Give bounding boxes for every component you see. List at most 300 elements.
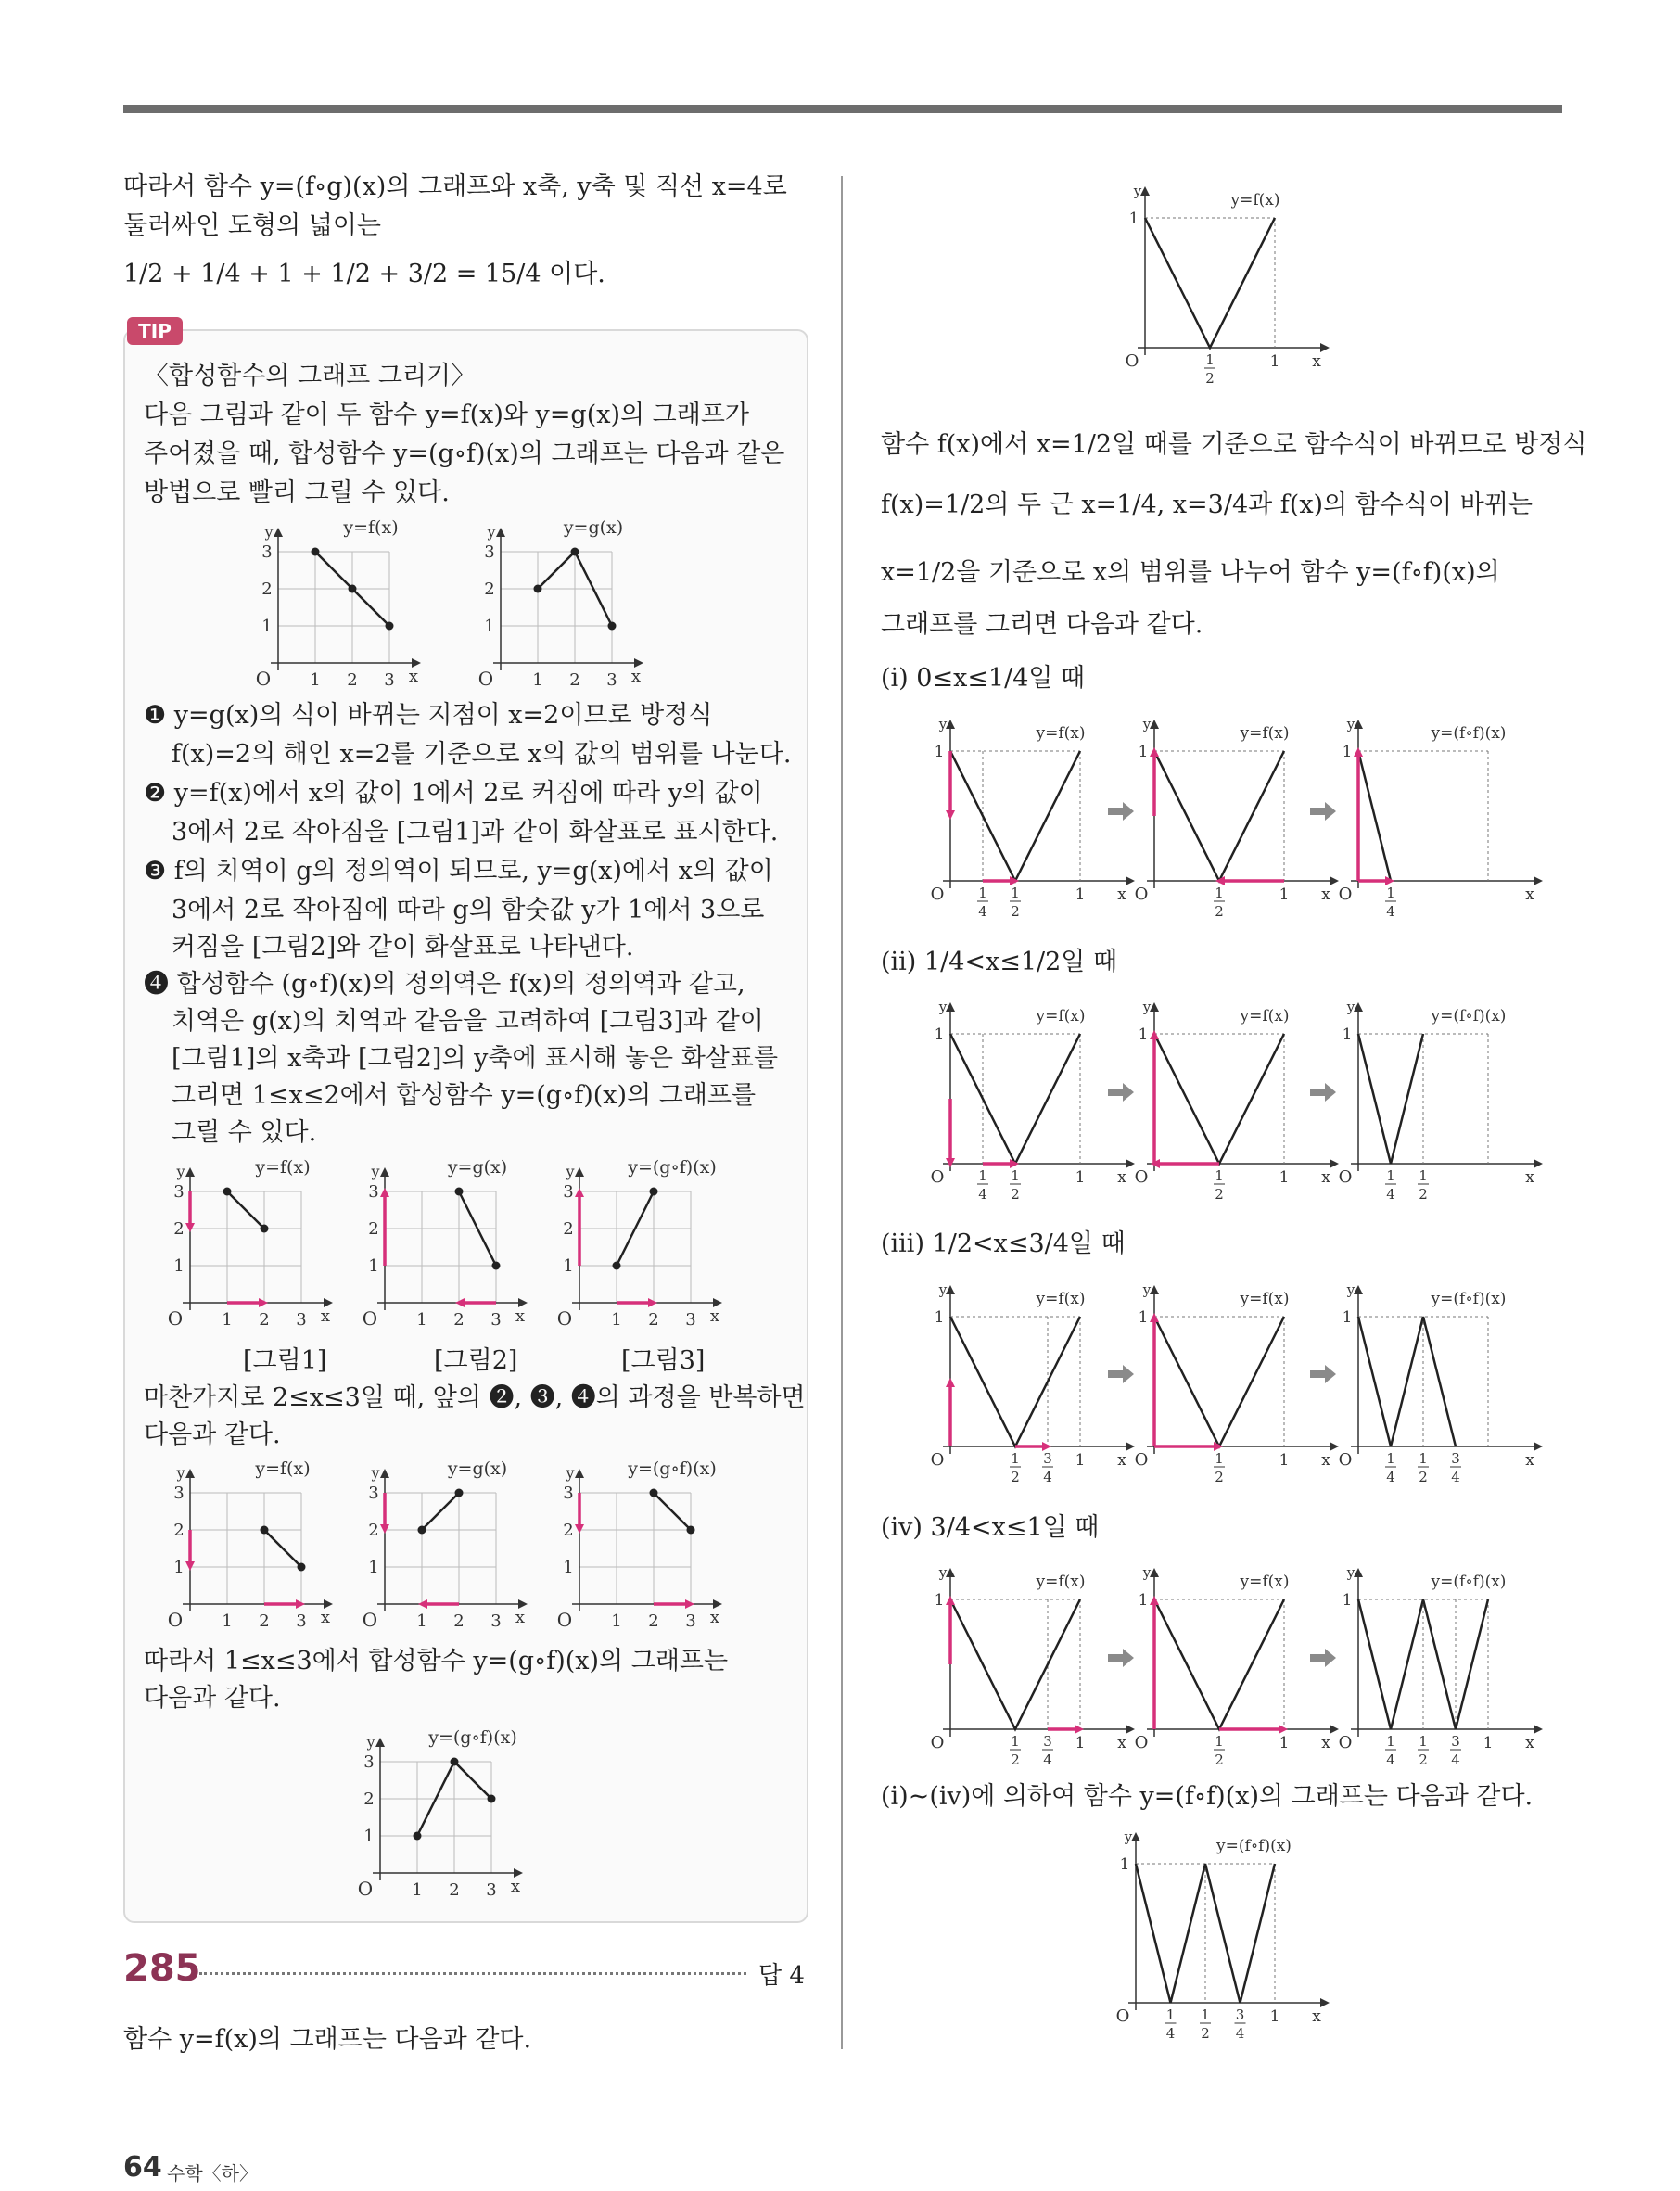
- step1b: f(x)=2의 해인 x=2를 기준으로 x의 값의 범위를 나눈다.: [172, 740, 792, 769]
- graph-title: y=f(x): [255, 1459, 311, 1479]
- x-axis-label: x: [1321, 885, 1330, 904]
- x-tick-label: 1: [1279, 1734, 1290, 1752]
- dotted-leader: [199, 1972, 746, 1975]
- x-tick-label: 1: [1386, 1733, 1395, 1750]
- x-tick-label: 2: [347, 670, 358, 690]
- answer: 답 4: [758, 1962, 805, 1990]
- origin-label: O: [357, 1878, 374, 1900]
- x-axis-label: x: [320, 1608, 331, 1627]
- x-tick-label: 3: [384, 670, 395, 690]
- y-tick-label: 3: [363, 1752, 375, 1772]
- origin-label: O: [255, 668, 272, 690]
- fig1-caption: [그림1]: [243, 1346, 327, 1375]
- graph-point: [613, 1262, 621, 1270]
- x-axis-label: x: [1312, 2007, 1321, 2026]
- x-axis-label: x: [1312, 352, 1321, 371]
- x-tick-label: 1: [1201, 2006, 1210, 2023]
- graph: [1335, 716, 1548, 932]
- x-tick-label: 3: [685, 1310, 696, 1330]
- graph-line: [1154, 1317, 1284, 1446]
- y-axis-label: y: [566, 1464, 575, 1482]
- x-axis-label: x: [408, 667, 419, 686]
- step2b: 3에서 2로 작아짐을 [그림1]과 같이 화살표로 표시한다.: [172, 818, 779, 847]
- origin-label: O: [1134, 1450, 1149, 1470]
- x-tick-label: 3: [1043, 1450, 1052, 1467]
- y-tick-label: 1: [173, 1558, 185, 1577]
- graph-line: [1154, 1599, 1284, 1729]
- graph: [473, 515, 658, 691]
- y-axis-label: y: [566, 1163, 575, 1180]
- graph-point: [298, 1563, 306, 1572]
- y-tick-label: 1: [173, 1256, 185, 1276]
- x-axis-label: x: [1525, 1168, 1534, 1187]
- graph-line: [1358, 1317, 1456, 1446]
- x-tick-label: 1: [611, 1611, 622, 1631]
- x-tick-label: 1: [1011, 1167, 1020, 1184]
- graph-title: y=f(x): [1230, 191, 1280, 210]
- graph: [352, 1725, 538, 1901]
- right-p4: 그래프를 그리면 다음과 같다.: [881, 610, 1203, 639]
- step2a: ❷ y=f(x)에서 x의 값이 1에서 2로 커짐에 따라 y의 값이: [144, 779, 763, 808]
- graph: [1122, 185, 1335, 399]
- graph: [357, 1456, 542, 1632]
- graph: [1131, 1281, 1344, 1497]
- graph-title: y=g(x): [563, 517, 624, 538]
- x-tick-label: 1: [1419, 1733, 1428, 1750]
- graph: [927, 1001, 1140, 1215]
- tip-p1: 다음 그림과 같이 두 함수 y=f(x)와 y=g(x)의 그래프가: [144, 401, 750, 429]
- y-axis-label: y: [1142, 716, 1152, 732]
- y-tick-label: 1: [368, 1256, 379, 1276]
- origin-label: O: [930, 1733, 945, 1752]
- y-axis-label: y: [176, 1464, 185, 1482]
- gray-arrow-shape: [1108, 1083, 1134, 1102]
- x-axis-label: x: [1117, 1734, 1126, 1752]
- y-axis-label: y: [1142, 1281, 1152, 1298]
- y-tick-label: 1: [1342, 1591, 1353, 1610]
- y-tick-label: 1: [934, 743, 945, 761]
- origin-label: O: [167, 1609, 184, 1631]
- x-tick-label: 1: [1011, 1450, 1020, 1467]
- x-tick-label: 1: [1075, 885, 1086, 904]
- y-tick-label: 3: [173, 1182, 185, 1202]
- graph-line: [227, 1191, 264, 1229]
- graph: [1335, 1001, 1548, 1215]
- y-tick-label: 3: [368, 1182, 379, 1202]
- step4a: ❹ 합성함수 (g∘f)(x)의 정의역은 f(x)의 정의역과 같고,: [144, 970, 745, 999]
- case-4: (iv) 3/4<x≤1일 때: [881, 1513, 1100, 1542]
- graph: [1131, 1001, 1344, 1215]
- tip-p3: 방법으로 빨리 그릴 수 있다.: [144, 478, 450, 507]
- x-tick-label: 4: [1165, 2025, 1176, 2042]
- graph-title: y=f(x): [1036, 1007, 1086, 1025]
- graph-title: y=f(x): [1036, 1290, 1086, 1308]
- intro-line-2: 둘러싸인 도형의 넓이는: [123, 211, 381, 240]
- x-tick-label: 2: [1215, 1469, 1224, 1485]
- y-tick-label: 1: [934, 1591, 945, 1610]
- y-tick-label: 3: [563, 1182, 574, 1202]
- case-2: (ii) 1/4<x≤1/2일 때: [881, 948, 1118, 976]
- x-tick-label: 1: [412, 1880, 423, 1900]
- graph-point: [455, 1489, 464, 1497]
- graph: [552, 1456, 737, 1632]
- x-tick-label: 4: [1235, 2025, 1245, 2042]
- origin-label: O: [1134, 1733, 1149, 1752]
- x-tick-label: 1: [978, 885, 987, 901]
- x-tick-label: 1: [978, 1167, 987, 1184]
- x-tick-label: 1: [1215, 885, 1224, 901]
- y-axis-label: y: [938, 1281, 948, 1298]
- y-tick-label: 2: [563, 1521, 574, 1540]
- x-tick-label: 1: [611, 1310, 622, 1330]
- fig3-caption: [그림3]: [621, 1346, 706, 1375]
- fig2-caption: [그림2]: [434, 1346, 518, 1375]
- gray-arrow-shape: [1108, 1649, 1134, 1667]
- graph-title: y=f(x): [1036, 724, 1086, 743]
- graph-point: [261, 1526, 269, 1535]
- graph-point: [608, 622, 617, 631]
- x-axis-label: x: [515, 1306, 526, 1326]
- x-tick-label: 4: [1043, 1469, 1052, 1485]
- graph-title: y=f(x): [1036, 1573, 1086, 1591]
- y-axis-label: y: [1142, 1564, 1152, 1581]
- graph-point: [571, 548, 579, 556]
- x-tick-label: 1: [1279, 1451, 1290, 1470]
- x-axis-label: x: [1117, 1168, 1126, 1187]
- origin-label: O: [1338, 885, 1353, 904]
- x-tick-label: 2: [453, 1611, 465, 1631]
- graph: [162, 1154, 348, 1331]
- x-tick-label: 1: [1011, 885, 1020, 901]
- x-tick-label: 3: [1451, 1450, 1460, 1467]
- step3a: ❸ f의 치역이 g의 정의역이 되므로, y=g(x)에서 x의 값이: [144, 857, 773, 885]
- origin-label: O: [1338, 1733, 1353, 1752]
- x-tick-label: 1: [1215, 1450, 1224, 1467]
- graph: [162, 1456, 348, 1632]
- x-tick-label: 3: [1235, 2006, 1245, 2023]
- x-tick-label: 1: [310, 670, 321, 690]
- y-tick-label: 3: [261, 542, 273, 562]
- x-tick-label: 2: [1011, 1469, 1020, 1485]
- y-axis-label: y: [1142, 999, 1152, 1015]
- tip-label: TIP: [127, 317, 183, 345]
- y-tick-label: 1: [1119, 1855, 1130, 1874]
- x-tick-label: 1: [1011, 1733, 1020, 1750]
- graph: [357, 1154, 542, 1331]
- y-tick-label: 1: [1138, 1308, 1149, 1327]
- x-axis-label: x: [1525, 885, 1534, 904]
- x-tick-label: 2: [1011, 1186, 1020, 1203]
- x-tick-label: 1: [1386, 1167, 1395, 1184]
- x-axis-label: x: [630, 667, 642, 686]
- graph-title: y=f(x): [1240, 724, 1290, 743]
- step3c: 커짐을 [그림2]와 같이 화살표로 나타낸다.: [172, 933, 634, 962]
- origin-label: O: [1115, 2006, 1130, 2026]
- step4c: [그림1]의 x축과 [그림2]의 y축에 표시해 놓은 화살표를: [172, 1044, 779, 1073]
- y-axis-label: y: [938, 716, 948, 732]
- y-axis-label: y: [1346, 1281, 1355, 1298]
- x-tick-label: 1: [1279, 1168, 1290, 1187]
- y-axis-label: y: [938, 1564, 948, 1581]
- y-axis-label: y: [1346, 716, 1355, 732]
- x-tick-label: 1: [1075, 1168, 1086, 1187]
- x-tick-label: 1: [1279, 885, 1290, 904]
- x-tick-label: 1: [1483, 1734, 1494, 1752]
- x-tick-label: 4: [1451, 1469, 1460, 1485]
- origin-label: O: [556, 1609, 573, 1631]
- conclusion: (i)~(iv)에 의하여 함수 y=(f∘f)(x)의 그래프는 다음과 같다.: [881, 1782, 1534, 1811]
- x-axis-label: x: [1117, 1451, 1126, 1470]
- x-tick-label: 2: [453, 1310, 465, 1330]
- y-tick-label: 1: [563, 1558, 574, 1577]
- graph-point: [386, 622, 394, 631]
- graph: [1131, 1564, 1344, 1780]
- case-1: (i) 0≤x≤1/4일 때: [881, 664, 1086, 693]
- graph-title: y=(g∘f)(x): [628, 1459, 717, 1479]
- x-tick-label: 4: [1386, 903, 1395, 920]
- x-axis-label: x: [1321, 1734, 1330, 1752]
- repeat-line-2: 다음과 같다.: [144, 1420, 281, 1449]
- origin-label: O: [930, 1450, 945, 1470]
- graph: [927, 1564, 1140, 1780]
- x-tick-label: 1: [1075, 1451, 1086, 1470]
- graph: [927, 1281, 1140, 1497]
- y-tick-label: 1: [1342, 743, 1353, 761]
- y-axis-label: y: [371, 1163, 380, 1180]
- graph-title: y=(f∘f)(x): [1431, 1290, 1507, 1308]
- x-tick-label: 4: [978, 1186, 987, 1203]
- x-tick-label: 2: [648, 1611, 659, 1631]
- x-tick-label: 1: [416, 1611, 427, 1631]
- graph-title: y=(g∘f)(x): [628, 1157, 717, 1178]
- graph-line: [422, 1493, 459, 1530]
- graph-line: [950, 1317, 1080, 1446]
- x-tick-label: 2: [1011, 1752, 1020, 1768]
- graph-point: [349, 585, 357, 593]
- result-line-1: 따라서 1≤x≤3에서 합성함수 y=(g∘f)(x)의 그래프는: [144, 1647, 729, 1675]
- x-tick-label: 1: [222, 1310, 233, 1330]
- graph-line: [1154, 1034, 1284, 1164]
- y-tick-label: 1: [934, 1025, 945, 1044]
- graph-title: y=f(x): [1240, 1290, 1290, 1308]
- graph-title: y=(f∘f)(x): [1431, 1007, 1507, 1025]
- problem-number: 285: [123, 1947, 201, 1990]
- graph-title: y=(f∘f)(x): [1431, 724, 1507, 743]
- x-axis-label: x: [510, 1877, 521, 1896]
- y-tick-label: 1: [1342, 1025, 1353, 1044]
- y-tick-label: 1: [1138, 1591, 1149, 1610]
- gray-arrow: [1310, 802, 1338, 821]
- x-tick-label: 3: [1043, 1733, 1052, 1750]
- x-tick-label: 3: [685, 1611, 696, 1631]
- graph-title: y=g(x): [447, 1157, 508, 1178]
- y-tick-label: 1: [1342, 1308, 1353, 1327]
- x-tick-label: 2: [1205, 370, 1215, 387]
- graph-line: [264, 1530, 301, 1567]
- graph: [927, 716, 1140, 932]
- x-tick-label: 3: [296, 1611, 307, 1631]
- graph: [1113, 1828, 1335, 2054]
- x-axis-label: x: [515, 1608, 526, 1627]
- origin-label: O: [930, 885, 945, 904]
- step3b: 3에서 2로 작아짐에 따라 g의 함숫값 y가 1에서 3으로: [172, 896, 765, 924]
- graph-title: y=f(x): [255, 1157, 311, 1178]
- x-axis-label: x: [709, 1306, 720, 1326]
- top-rule: [123, 105, 1562, 113]
- y-axis-label: y: [264, 523, 274, 541]
- x-tick-label: 3: [490, 1310, 502, 1330]
- graph-title: y=(f∘f)(x): [1216, 1837, 1292, 1855]
- x-tick-label: 2: [1215, 1186, 1224, 1203]
- gray-arrow-shape: [1108, 1365, 1134, 1383]
- x-tick-label: 3: [606, 670, 617, 690]
- y-tick-label: 2: [368, 1219, 379, 1239]
- right-p3: x=1/2을 기준으로 x의 범위를 나누어 함수 y=(f∘f)(x)의: [881, 558, 1500, 587]
- x-tick-label: 4: [1451, 1752, 1460, 1768]
- graph-point: [451, 1758, 459, 1766]
- x-tick-label: 2: [449, 1880, 460, 1900]
- gray-arrow-shape: [1310, 802, 1336, 821]
- step1a: ❶ y=g(x)의 식이 바뀌는 지점이 x=2이므로 방정식: [144, 701, 713, 730]
- step4d: 그리면 1≤x≤2에서 합성함수 y=(g∘f)(x)의 그래프를: [172, 1081, 757, 1110]
- x-tick-label: 2: [1419, 1469, 1428, 1485]
- y-axis-label: y: [1346, 999, 1355, 1015]
- gray-arrow-shape: [1108, 802, 1134, 821]
- y-tick-label: 1: [1138, 743, 1149, 761]
- x-axis-label: x: [1525, 1451, 1534, 1470]
- y-axis-label: y: [176, 1163, 185, 1180]
- intro-line-3: 1/2 + 1/4 + 1 + 1/2 + 3/2 = 15/4 이다.: [123, 260, 605, 288]
- intro-line-1: 따라서 함수 y=(f∘g)(x)의 그래프와 x축, y축 및 직선 x=4로: [123, 172, 787, 201]
- graph-line: [950, 1034, 1080, 1164]
- y-axis-label: y: [1346, 1564, 1355, 1581]
- graph-line: [950, 1599, 1080, 1729]
- x-tick-label: 2: [259, 1310, 270, 1330]
- y-axis-label: y: [366, 1733, 375, 1751]
- graph-title: y=g(x): [447, 1459, 508, 1479]
- x-axis-label: x: [709, 1608, 720, 1627]
- graph-title: y=f(x): [1240, 1007, 1290, 1025]
- y-tick-label: 3: [368, 1484, 379, 1503]
- x-axis-label: x: [320, 1306, 331, 1326]
- x-tick-label: 2: [1201, 2025, 1210, 2042]
- x-tick-label: 2: [1419, 1752, 1428, 1768]
- graph-line: [1154, 751, 1284, 881]
- case-3: (iii) 1/2<x≤3/4일 때: [881, 1229, 1126, 1258]
- step4e: 그릴 수 있다.: [172, 1118, 317, 1147]
- x-tick-label: 3: [490, 1611, 502, 1631]
- x-tick-label: 1: [1419, 1450, 1428, 1467]
- x-tick-label: 3: [486, 1880, 497, 1900]
- graph-point: [261, 1225, 269, 1233]
- last-line: 함수 y=f(x)의 그래프는 다음과 같다.: [123, 2025, 532, 2054]
- y-tick-label: 2: [261, 580, 273, 599]
- graph-title: y=f(x): [343, 517, 399, 538]
- y-tick-label: 3: [563, 1484, 574, 1503]
- origin-label: O: [362, 1307, 378, 1330]
- y-tick-label: 1: [484, 617, 495, 636]
- x-tick-label: 1: [222, 1611, 233, 1631]
- x-tick-label: 2: [1215, 903, 1224, 920]
- right-p2: f(x)=1/2의 두 근 x=1/4, x=3/4과 f(x)의 함수식이 바뀌는: [881, 490, 1533, 519]
- y-axis-label: y: [371, 1464, 380, 1482]
- x-axis-label: x: [1321, 1451, 1330, 1470]
- graph-line: [654, 1493, 691, 1530]
- tip-p2: 주어졌을 때, 합성함수 y=(g∘f)(x)의 그래프는 다음과 같은: [144, 439, 785, 468]
- x-tick-label: 1: [1215, 1733, 1224, 1750]
- y-tick-label: 3: [173, 1484, 185, 1503]
- x-tick-label: 1: [1269, 2007, 1280, 2026]
- graph-title: y=(f∘f)(x): [1431, 1573, 1507, 1591]
- x-tick-label: 2: [259, 1611, 270, 1631]
- x-tick-label: 1: [532, 670, 543, 690]
- x-tick-label: 1: [1215, 1167, 1224, 1184]
- right-p1: 함수 f(x)에서 x=1/2일 때를 기준으로 함수식이 바뀌므로 방정식: [881, 430, 1587, 459]
- origin-label: O: [362, 1609, 378, 1631]
- y-tick-label: 3: [484, 542, 495, 562]
- x-tick-label: 1: [1419, 1167, 1428, 1184]
- gray-arrow-shape: [1310, 1649, 1336, 1667]
- page-number: 64: [123, 2151, 162, 2184]
- x-tick-label: 2: [569, 670, 580, 690]
- y-tick-label: 2: [173, 1219, 185, 1239]
- x-tick-label: 3: [1451, 1733, 1460, 1750]
- y-tick-label: 1: [363, 1827, 375, 1846]
- column-divider: [841, 176, 843, 2049]
- graph-point: [418, 1526, 426, 1535]
- x-tick-label: 1: [1205, 351, 1215, 368]
- origin-label: O: [1134, 885, 1149, 904]
- x-axis-label: x: [1117, 885, 1126, 904]
- y-tick-label: 2: [363, 1790, 375, 1809]
- x-tick-label: 4: [1043, 1752, 1052, 1768]
- graph-line: [950, 751, 1080, 881]
- graph-title: y=f(x): [1240, 1573, 1290, 1591]
- origin-label: O: [1338, 1450, 1353, 1470]
- origin-label: O: [1125, 351, 1139, 371]
- graph: [1335, 1564, 1548, 1780]
- x-tick-label: 1: [1165, 2006, 1176, 2023]
- x-tick-label: 1: [416, 1310, 427, 1330]
- origin-label: O: [556, 1307, 573, 1330]
- y-axis-label: y: [1133, 183, 1142, 199]
- step4b: 치역은 g(x)의 치역과 같음을 고려하여 [그림3]과 같이: [172, 1007, 764, 1036]
- x-tick-label: 1: [1386, 885, 1395, 901]
- x-tick-label: 1: [1075, 1734, 1086, 1752]
- graph: [552, 1154, 737, 1331]
- origin-label: O: [167, 1307, 184, 1330]
- gray-arrow-shape: [1310, 1365, 1336, 1383]
- book-title: 수학〈하〉: [167, 2162, 258, 2185]
- result-line-2: 다음과 같다.: [144, 1684, 281, 1713]
- graph-point: [650, 1188, 658, 1196]
- x-tick-label: 2: [1419, 1186, 1428, 1203]
- y-tick-label: 1: [368, 1558, 379, 1577]
- x-tick-label: 4: [1386, 1469, 1395, 1485]
- y-axis-label: y: [487, 523, 496, 541]
- repeat-line-1: 마찬가지로 2≤x≤3일 때, 앞의 ❷, ❸, ❹의 과정을 반복하면: [144, 1383, 806, 1412]
- graph-point: [488, 1795, 496, 1803]
- origin-label: O: [477, 668, 494, 690]
- y-tick-label: 2: [484, 580, 495, 599]
- y-tick-label: 1: [934, 1308, 945, 1327]
- graph-point: [534, 585, 542, 593]
- x-tick-label: 4: [1386, 1186, 1395, 1203]
- x-axis-label: x: [1321, 1168, 1330, 1187]
- graph-point: [492, 1262, 501, 1270]
- graph: [1335, 1281, 1548, 1497]
- origin-label: O: [1134, 1167, 1149, 1187]
